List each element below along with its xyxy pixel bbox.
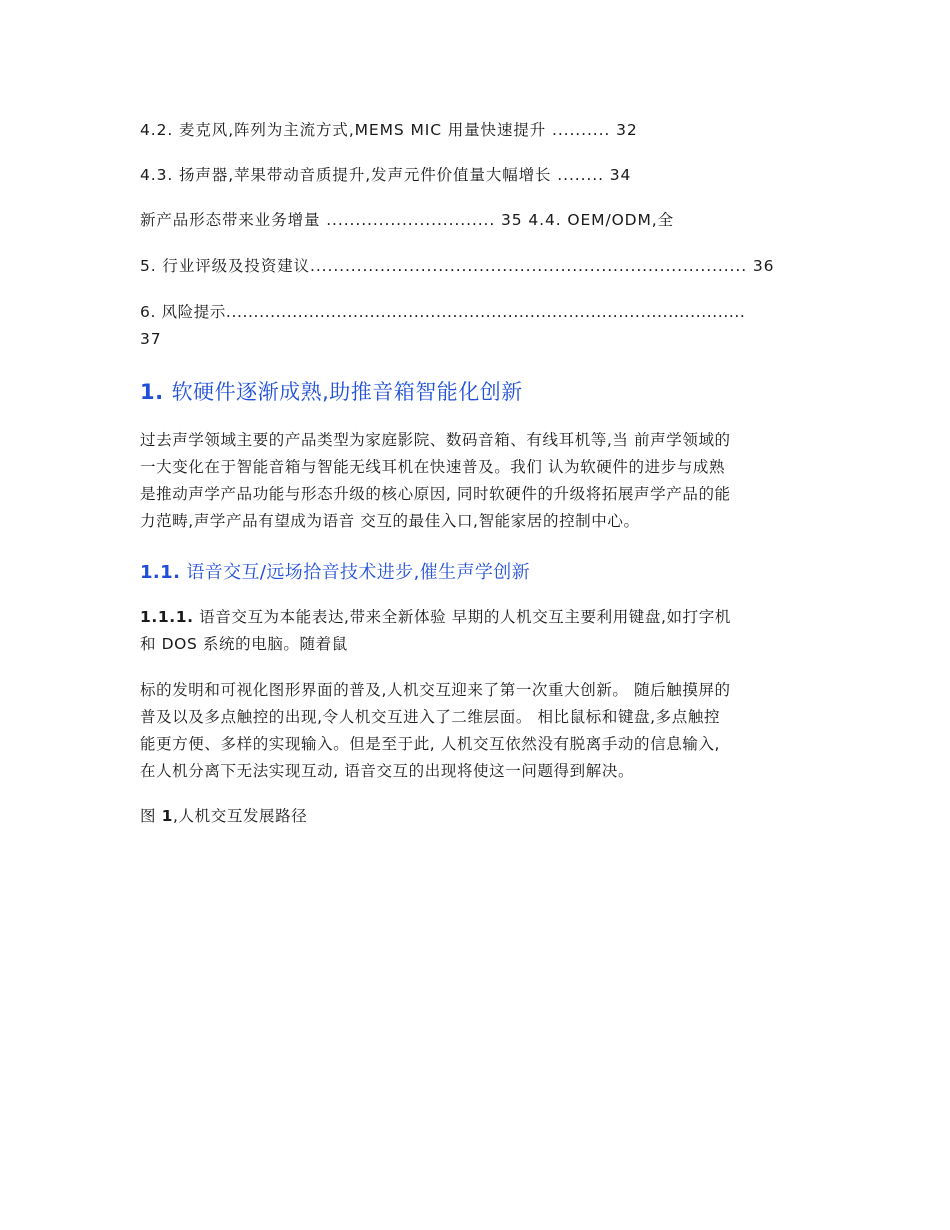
paragraph-line: 标的发明和可视化图形界面的普及,人机交互迎来了第一次重大创新。 随后触摸屏的	[140, 681, 731, 699]
section-1-1-heading	[140, 558, 530, 584]
toc-entry-5[interactable]: 5. 行业评级及投资建议........................................................................... 36	[140, 257, 775, 275]
figure-caption	[140, 804, 307, 826]
paragraph-line: 能更方便、多样的实现输入。但是至于此, 人机交互依然没有脱离手动的信息输入,	[140, 735, 721, 753]
section-1-1-title: 语音交互/远场拾音技术进步,催生声学创新	[186, 562, 531, 583]
section-1-1-1-block	[140, 604, 812, 658]
section-1-title: 软硬件逐渐成熟,助推音箱智能化创新	[171, 380, 523, 404]
paragraph-line: 普及以及多点触控的出现,令人机交互进入了二维层面。 相比鼠标和键盘,多点触控	[140, 708, 721, 726]
paragraph-line: 在人机分离下无法实现互动, 语音交互的出现将使这一问题得到解决。	[140, 762, 635, 780]
section-1-1-1-text: 语音交互为本能表达,带来全新体验 早期的人机交互主要利用键盘,如打字机	[199, 608, 731, 626]
paragraph-line: 是推动声学产品功能与形态升级的核心原因, 同时软硬件的升级将拓展声学产品的能	[140, 485, 731, 503]
section-1-heading	[140, 376, 523, 406]
paragraph-line: 力范畴,声学产品有望成为语音 交互的最佳入口,智能家居的控制中心。	[140, 512, 640, 530]
section-1-paragraph	[140, 427, 812, 535]
section-1-1-1-line-2: 和 DOS 系统的电脑。随着鼠	[140, 635, 348, 653]
section-1-1-1-number: 1.1.1.	[140, 608, 194, 626]
section-1-1-1-line	[140, 604, 812, 631]
toc-entry-4-4[interactable]: 新产品形态带来业务增量 ............................. 35 4.4. OEM/ODM,全	[140, 211, 675, 229]
figure-caption-number: 1	[161, 807, 174, 825]
paragraph-line: 一大变化在于智能音箱与智能无线耳机在快速普及。我们 认为软硬件的进步与成熟	[140, 458, 726, 476]
toc-entry-6-page[interactable]: 37	[140, 330, 162, 348]
paragraph-2	[140, 677, 812, 785]
toc-entry-4-2[interactable]: 4.2. 麦克风,阵列为主流方式,MEMS MIC 用量快速提升 .......... 32	[140, 121, 638, 139]
toc-entry-6[interactable]: 6. 风险提示..............................................................................................	[140, 303, 746, 321]
toc-entry-4-3[interactable]: 4.3. 扬声器,苹果带动音质提升,发声元件价值量大幅增长 ........ 34	[140, 166, 632, 184]
figure-caption-prefix: 图	[140, 807, 162, 825]
section-1-1-number: 1.1.	[140, 562, 181, 583]
paragraph-line: 过去声学领域主要的产品类型为家庭影院、数码音箱、有线耳机等,当 前声学领域的	[140, 431, 731, 449]
figure-caption-text: ,人机交互发展路径	[173, 807, 308, 825]
section-1-number: 1.	[140, 380, 164, 404]
